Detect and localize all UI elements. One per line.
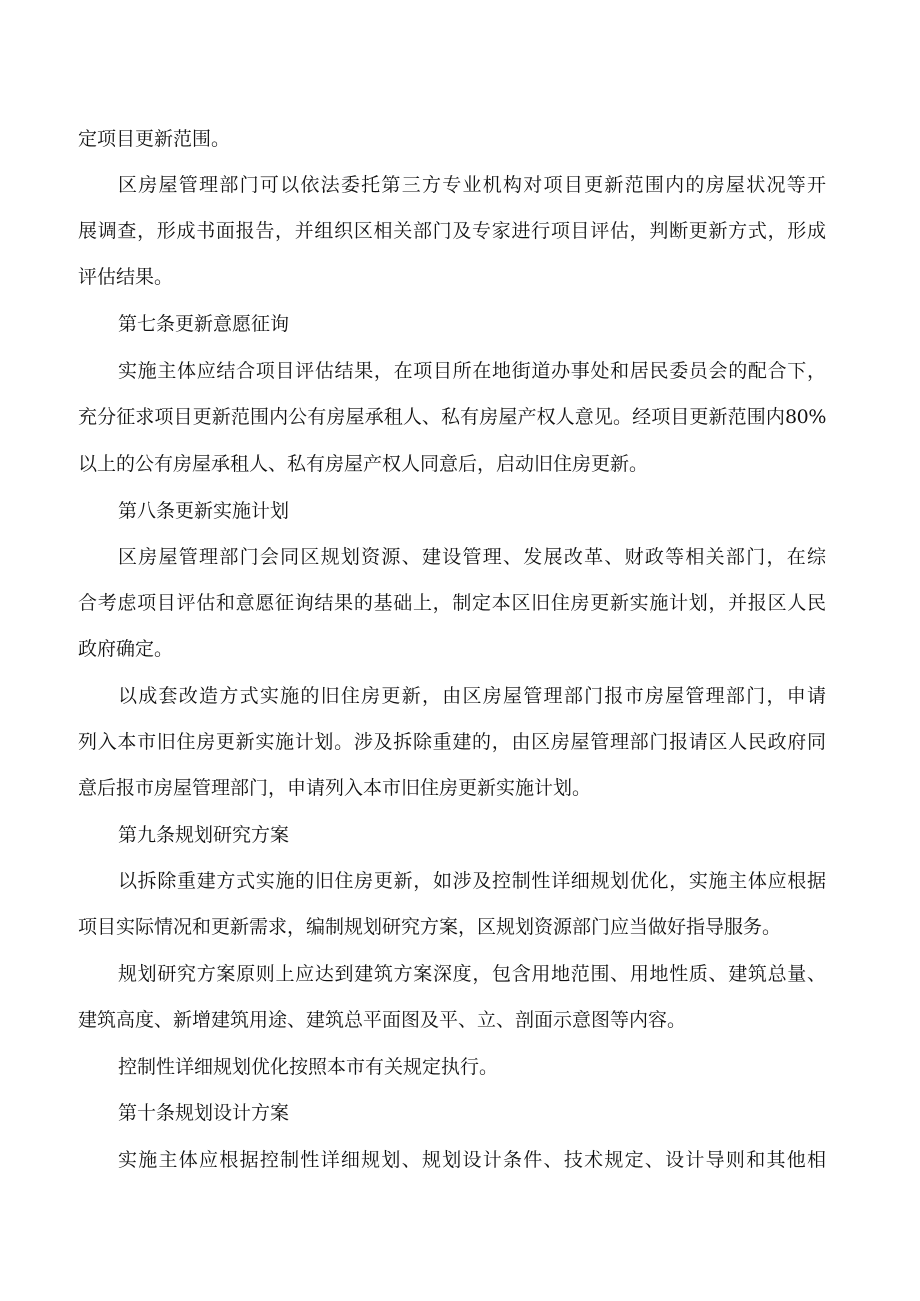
paragraph-line: 区房屋管理部门会同区规划资源、建设管理、发展改革、财政等相关部门，在综 [118, 546, 826, 568]
paragraph-line: 政府确定。 [78, 638, 174, 660]
paragraph-line: 列入本市旧住房更新实施计划。涉及拆除重建的，由区房屋管理部门报请区人民政府同 [78, 731, 826, 753]
paragraph-line: 规划研究方案原则上应达到建筑方案深度，包含用地范围、用地性质、建筑总量、 [118, 963, 826, 985]
paragraph-line: 建筑高度、新增建筑用途、建筑总平面图及平、立、剖面示意图等内容。 [78, 1009, 687, 1031]
text-line: 定项目更新范围。 [78, 128, 231, 150]
paragraph-line: 评估结果。 [78, 266, 174, 288]
article-heading: 第八条更新实施计划 [118, 500, 290, 522]
paragraph-line: 合考虑项目评估和意愿征询结果的基础上，制定本区旧住房更新实施计划，并报区人民 [78, 592, 826, 614]
paragraph-line: 充分征求项目更新范围内公有房屋承租人、私有房屋产权人意见。经项目更新范围内80% [78, 406, 826, 428]
paragraph-line: 以成套改造方式实施的旧住房更新，由区房屋管理部门报市房屋管理部门，申请 [118, 685, 826, 707]
paragraph-line: 区房屋管理部门可以依法委托第三方专业机构对项目更新范围内的房屋状况等开 [118, 174, 826, 196]
paragraph-line: 实施主体应根据控制性详细规划、规划设计条件、技术规定、设计导则和其他相 [118, 1149, 826, 1171]
paragraph-line: 展调查，形成书面报告，并组织区相关部门及专家进行项目评估，判断更新方式，形成 [78, 220, 826, 242]
paragraph-line: 实施主体应结合项目评估结果，在项目所在地街道办事处和居民委员会的配合下， [118, 360, 826, 382]
paragraph-line: 意后报市房屋管理部门，申请列入本市旧住房更新实施计划。 [78, 777, 592, 799]
paragraph-line: 以上的公有房屋承租人、私有房屋产权人同意后，启动旧住房更新。 [78, 453, 649, 475]
paragraph-line: 以拆除重建方式实施的旧住房更新，如涉及控制性详细规划优化，实施主体应根据 [118, 870, 826, 892]
article-heading: 第九条规划研究方案 [118, 824, 290, 846]
article-heading: 第十条规划设计方案 [118, 1102, 290, 1124]
paragraph-line: 控制性详细规划优化按照本市有关规定执行。 [118, 1056, 499, 1078]
paragraph-line: 项目实际情况和更新需求，编制规划研究方案，区规划资源部门应当做好指导服务。 [78, 916, 782, 938]
article-heading: 第七条更新意愿征询 [118, 313, 290, 335]
